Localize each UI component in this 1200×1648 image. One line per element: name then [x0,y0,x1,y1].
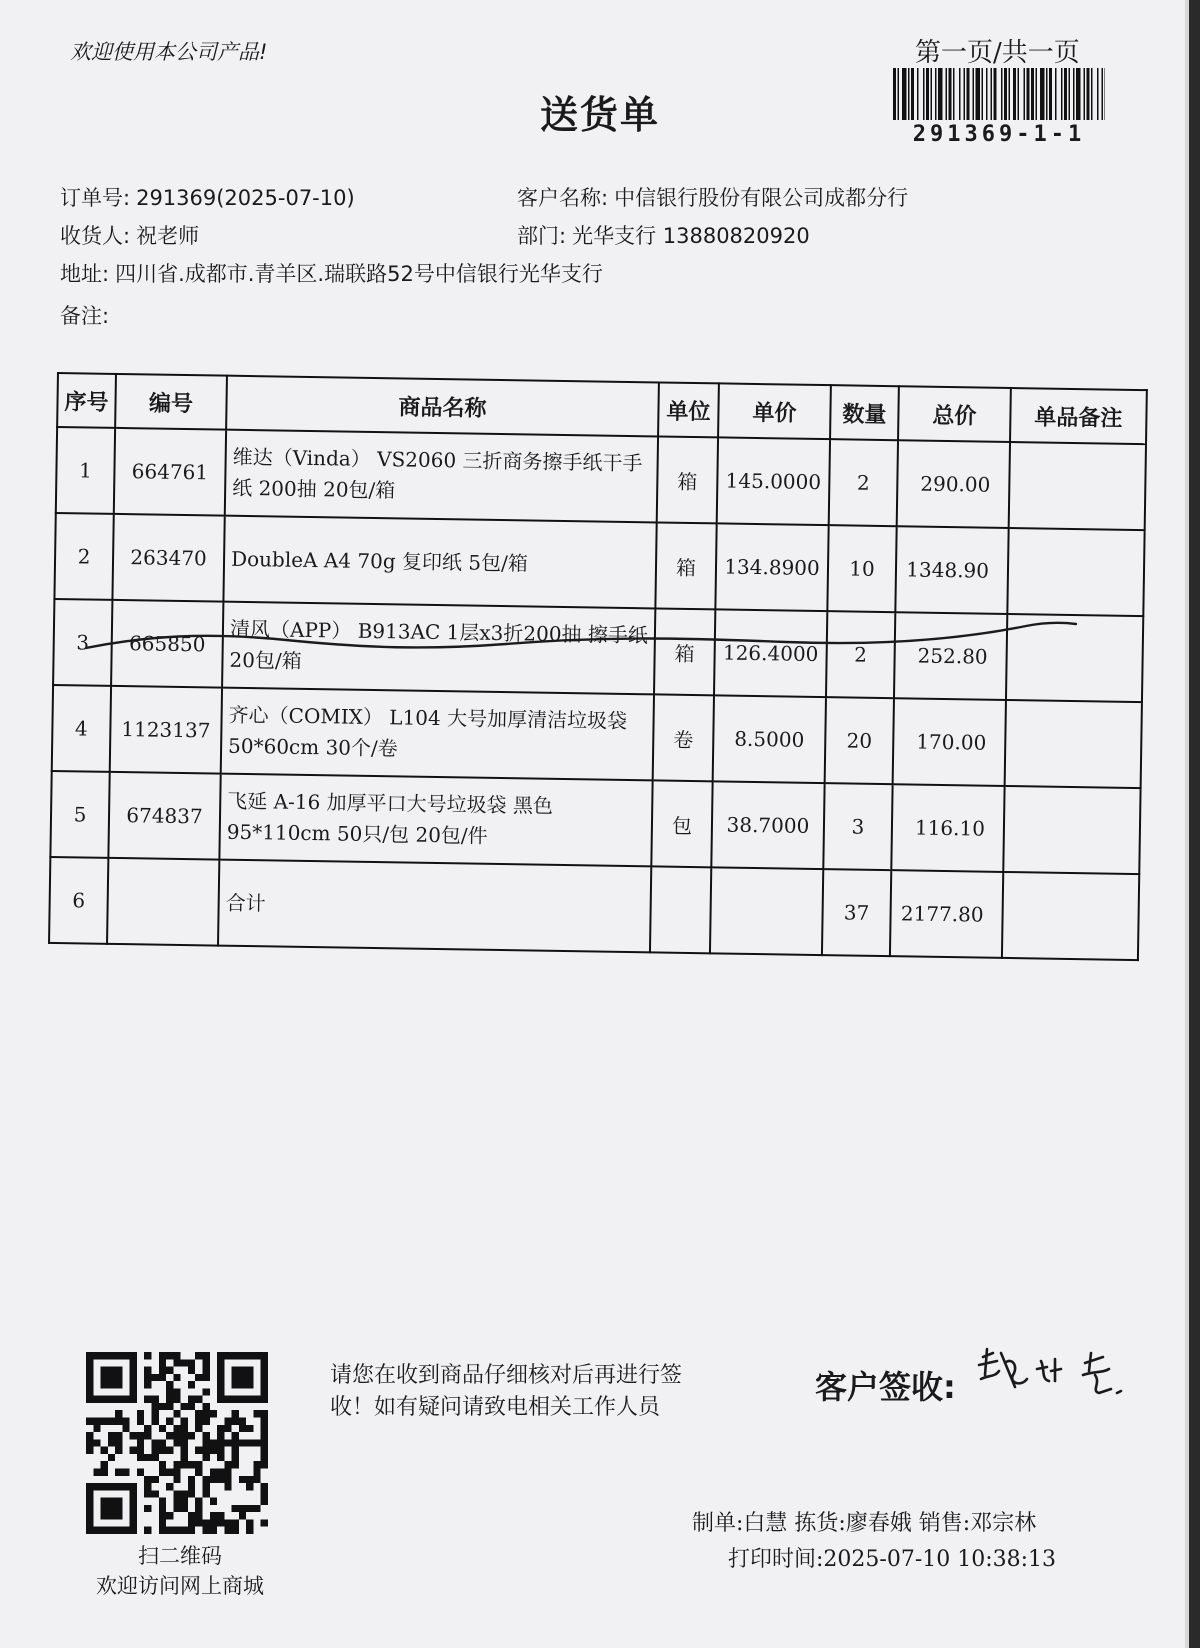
order-number-value: 291369(2025-07-10) [136,186,355,210]
cell-code: 263470 [112,514,224,602]
cell-seq: 4 [52,685,111,772]
cell-name: 清风（APP） B913AC 1层x3折200抽 擦手纸 20包/箱 [222,602,655,695]
cell-code: 674837 [108,772,220,860]
remark [60,300,115,330]
cell-qty: 2 [826,611,895,698]
customer-name-value: 中信银行股份有限公司成都分行 [614,186,909,210]
cell-price: 126.4000 [714,609,827,697]
cell-total: 116.10 [891,784,1004,872]
print-time: 打印时间:2025-07-10 10:38:13 [728,1547,1057,1572]
address-value: 四川省.成都市.青羊区.瑞联路52号中信银行光华支行 [115,262,603,286]
address [60,258,603,288]
table-total-row [49,857,1139,960]
cell-seq: 3 [53,599,112,686]
document-title: 送货单 [539,93,660,137]
staff-info: 制单:白慧 拣货:廖春娥 销售:邓宗林 [692,1511,1037,1536]
cell-name: 飞延 A-16 加厚平口大号垃圾袋 黑色 95*110cm 50只/包 20包/件 [219,774,652,867]
cell-total: 252.80 [894,612,1007,700]
department-value: 光华支行 13880820920 [572,224,810,248]
cell-note [1005,700,1142,788]
col-header-unit: 单位 [658,382,719,437]
qr-caption-line2: 欢迎访问网上商城 [96,1574,264,1598]
notice-line1: 请您在收到商品仔细核对后再进行签 [330,1363,683,1388]
items-table [48,372,1148,961]
cell-unit: 卷 [653,694,714,781]
cell-name: 合计 [218,860,651,953]
cell-seq: 5 [50,771,109,858]
cell-price [710,867,823,955]
col-header-code: 编号 [115,374,227,430]
page-indicator: 第一页/共一页 [915,38,1080,68]
col-header-price: 单价 [718,383,831,439]
receiver-value: 祝老师 [136,224,200,248]
col-header-note: 单品备注 [1010,388,1147,444]
handwritten-strikethrough [86,612,1086,662]
cell-code: 665850 [111,600,223,688]
col-header-name: 商品名称 [226,376,659,437]
cell-qty: 37 [822,869,891,956]
col-header-seq: 序号 [57,373,116,428]
inspection-notice [330,1360,682,1424]
cell-price: 134.8900 [715,523,828,611]
cell-code [107,858,219,946]
cell-code: 1123137 [110,686,222,774]
barcode-number: 291369-1-1 [912,122,1086,147]
cell-note [1007,528,1144,616]
order-number-label: 订单号: [60,186,131,210]
cell-unit [650,866,711,953]
welcome-text: 欢迎使用本公司产品! [70,40,268,64]
cell-unit: 箱 [655,522,716,609]
col-header-qty: 数量 [830,385,899,440]
cell-total: 2177.80 [890,870,1003,958]
cell-seq: 1 [56,427,115,514]
cell-code: 664761 [114,428,226,516]
cell-price: 8.5000 [713,695,826,783]
cell-qty: 2 [829,439,898,526]
cell-qty: 10 [827,525,896,612]
cell-price: 145.0000 [717,437,830,525]
cell-seq: 2 [54,513,113,600]
cell-qty: 20 [825,697,894,784]
col-header-total: 总价 [898,386,1011,442]
department [517,220,810,250]
remark-label: 备注: [60,304,110,328]
cell-name: 维达（Vinda） VS2060 三折商务擦手纸干手纸 200抽 20包/箱 [225,430,658,523]
cell-note [1002,872,1139,960]
cell-note [1009,442,1146,530]
cell-total: 290.00 [897,440,1010,528]
cell-unit: 包 [651,780,712,867]
handwritten-signature [975,1335,1180,1415]
customer-name [517,182,908,212]
cell-seq: 6 [49,857,108,944]
cell-unit: 箱 [654,608,715,695]
notice-line2: 收！如有疑问请致电相关工作人员 [330,1394,661,1420]
cell-price: 38.7000 [711,781,824,869]
cell-total: 170.00 [893,698,1006,786]
cell-name: DoubleA A4 70g 复印纸 5包/箱 [223,516,656,609]
receiver-label: 收货人: [60,224,131,248]
cell-unit: 箱 [657,436,718,523]
department-label: 部门: [517,224,567,248]
qr-code-image [86,1352,268,1534]
address-label: 地址: [60,262,110,286]
customer-signature-label: 客户签收: [815,1368,956,1406]
cell-total: 1348.90 [895,526,1008,614]
order-number [60,182,355,212]
cell-note [1003,786,1140,874]
cell-qty: 3 [823,783,892,870]
customer-name-label: 客户名称: [517,186,609,210]
qr-caption-line1: 扫二维码 [138,1544,222,1568]
receiver [60,220,199,250]
cell-name: 齐心（COMIX） L104 大号加厚清洁垃圾袋 50*60cm 30个/卷 [221,688,654,781]
